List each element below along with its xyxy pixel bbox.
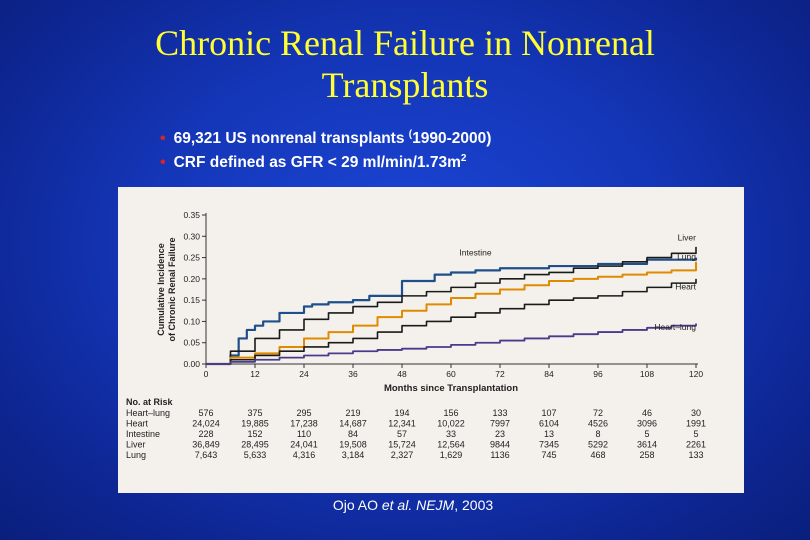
y-tick-label: 0.35 [183,210,200,220]
bullet-2-text: CRF defined as GFR < 29 ml/min/1.73m [173,154,461,172]
series-label-intestine: Intestine [459,247,492,258]
risk-cell: 7,643 [194,450,218,460]
y-tick-label: 0.05 [183,337,200,348]
risk-cell: 19,885 [241,418,269,429]
risk-cell: 576 [198,408,214,418]
y-axis-label: Cumulative Incidence [156,243,166,336]
risk-cell: 2261 [685,439,707,450]
risk-row-label: Liver [126,439,146,450]
risk-cell: 14,687 [339,418,367,429]
x-tick-label: 84 [544,369,554,379]
x-tick-label: 60 [446,369,456,379]
bullet-1-sup: ( [408,129,413,140]
risk-table-title: No. at Risk [126,397,173,407]
risk-cell: 375 [247,408,263,418]
risk-cell: 9844 [489,439,511,450]
risk-cell: 6104 [538,418,560,429]
risk-row-label: Heart–lung [126,408,171,418]
y-tick-label: 0.10 [183,316,200,327]
risk-cell: 295 [296,408,312,418]
y-axis-label-2: of Chronic Renal Failure [167,237,177,342]
risk-cell: 46 [641,408,653,418]
risk-cell: 110 [296,429,312,439]
risk-row-label: Heart [126,418,149,429]
risk-cell: 4,316 [292,450,316,460]
x-tick-label: 0 [203,369,209,379]
risk-cell: 5 [644,429,650,439]
bullet-dot-icon: • [160,130,166,148]
risk-cell: 133 [492,408,508,418]
risk-cell: 156 [443,408,459,418]
risk-cell: 1,629 [439,450,463,460]
risk-cell: 3,184 [341,450,365,460]
x-axis-label: Months since Transplantation [383,383,519,394]
cumulative-incidence-chart [118,187,744,493]
risk-cell: 228 [198,429,214,439]
y-tick-label: 0.20 [183,273,200,284]
risk-cell: 30 [690,408,702,418]
x-tick-label: 120 [688,369,704,379]
risk-cell: 3096 [636,418,658,429]
citation-author: Ojo AO [332,497,382,513]
risk-row-label: Intestine [126,429,161,439]
x-tick-label: 96 [593,369,603,379]
risk-cell: 5 [693,429,699,439]
risk-cell: 3614 [636,439,658,450]
risk-cell: 24,024 [192,418,220,429]
risk-cell: 17,238 [290,418,318,429]
risk-cell: 24,041 [290,439,318,450]
risk-cell: 219 [345,408,361,418]
bullet-list [160,125,491,173]
x-tick-label: 108 [639,369,655,379]
risk-cell: 13 [543,429,555,439]
x-tick-label: 24 [299,369,309,379]
risk-cell: 28,495 [241,439,269,450]
x-tick-label: 72 [495,369,505,379]
title-line-2: Transplants [321,65,489,105]
risk-cell: 12,564 [437,439,465,450]
risk-cell: 4526 [587,418,609,429]
risk-cell: 7997 [489,418,511,429]
risk-cell: 12,341 [388,418,416,429]
risk-cell: 10,022 [437,418,465,429]
risk-cell: 745 [541,450,557,460]
risk-cell: 133 [688,450,704,460]
chart-panel [118,187,744,493]
risk-cell: 1136 [490,450,510,460]
y-tick-label: 0.25 [183,252,200,263]
risk-cell: 468 [590,450,606,460]
series-label-heart_lung: Heart–lung [654,321,696,332]
citation [118,497,708,513]
risk-cell: 1991 [685,418,707,429]
bullet-2-sup: 2 [460,153,467,164]
bullet-1-text: 69,321 US nonrenal transplants [173,130,409,148]
risk-cell: 57 [396,429,408,439]
y-tick-label: 0.15 [183,295,200,306]
citation-year: , 2003 [454,497,494,513]
risk-cell: 33 [445,429,457,439]
y-tick-label: 0.00 [183,359,200,369]
risk-cell: 107 [541,408,557,418]
risk-cell: 194 [394,408,410,418]
citation-etal: et al. NEJM [381,497,455,513]
risk-cell: 258 [639,450,655,460]
bullet-dot-icon: • [160,154,166,172]
series-label-lung: Lung [677,251,696,262]
x-tick-label: 48 [397,369,407,379]
y-tick-label: 0.30 [183,231,200,242]
risk-cell: 36,849 [192,439,220,450]
risk-cell: 19,508 [339,439,367,450]
x-tick-label: 36 [348,369,358,379]
risk-row-label: Lung [126,450,147,460]
risk-cell: 5292 [587,439,609,450]
risk-cell: 2,327 [390,450,414,460]
risk-cell: 8 [595,429,601,439]
risk-cell: 5,633 [243,450,267,460]
title-line-1: Chronic Renal Failure in Nonrenal [155,23,655,63]
risk-cell: 23 [494,429,506,439]
risk-cell: 7345 [538,439,560,450]
bullet-1 [160,125,491,149]
risk-cell: 84 [347,429,359,439]
slide-title [0,22,810,106]
risk-cell: 15,724 [388,439,416,450]
x-tick-label: 12 [250,369,260,379]
risk-cell: 152 [247,429,263,439]
series-label-heart: Heart [675,281,696,292]
bullet-2 [160,149,491,173]
series-label-liver: Liver [677,232,696,243]
bullet-1-post: 1990-2000) [412,130,492,148]
risk-cell: 72 [592,408,604,418]
